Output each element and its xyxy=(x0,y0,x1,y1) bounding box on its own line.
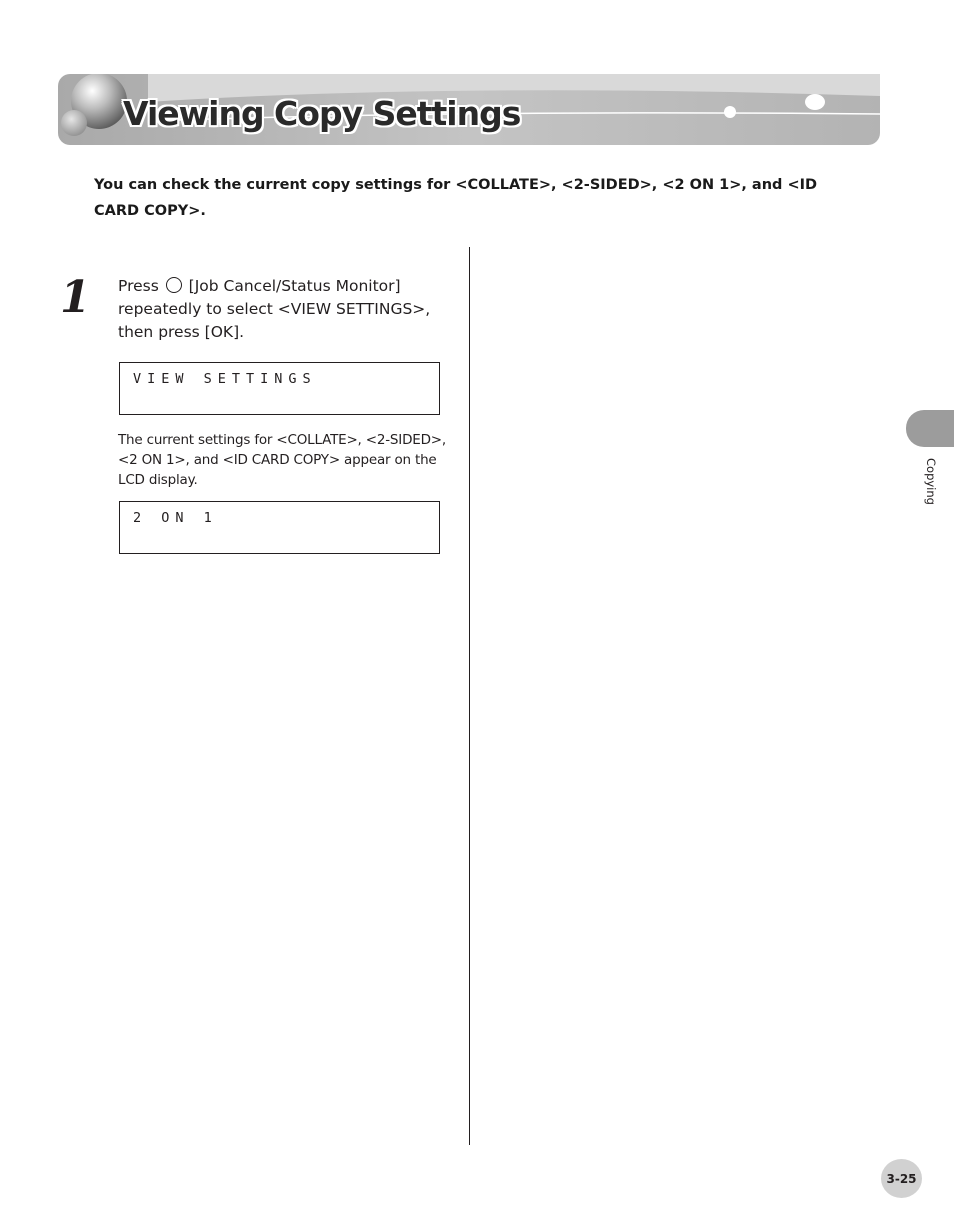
chapter-label: Copying xyxy=(924,458,938,505)
intro-text: You can check the current copy settings for <COLLATE>, <2-SIDED>, <2 ON 1>, and <ID CARD COPY>. xyxy=(94,177,818,219)
circle-key-icon xyxy=(166,277,182,293)
step-number: 1 xyxy=(60,272,91,323)
step-text-after: [Job Cancel/Status Monitor] repeatedly to select <VIEW SETTINGS>, then press [OK]. xyxy=(118,277,431,341)
lcd-text: 2 ON 1 xyxy=(133,510,218,526)
column-divider xyxy=(469,247,470,1145)
lcd-text: VIEW SETTINGS xyxy=(133,371,317,387)
page-number: 3-25 xyxy=(881,1159,922,1198)
step-instruction xyxy=(118,275,448,344)
lcd-display-2-on-1 xyxy=(119,501,440,554)
page-title: Viewing Copy Settings xyxy=(123,94,521,133)
lcd-display-view-settings xyxy=(119,362,440,415)
step-text-before: Press xyxy=(118,277,159,295)
chapter-tab xyxy=(906,410,954,447)
step-note: The current settings for <COLLATE>, <2-SIDED>, <2 ON 1>, and <ID CARD COPY> appear on the LCD display. xyxy=(118,432,446,488)
